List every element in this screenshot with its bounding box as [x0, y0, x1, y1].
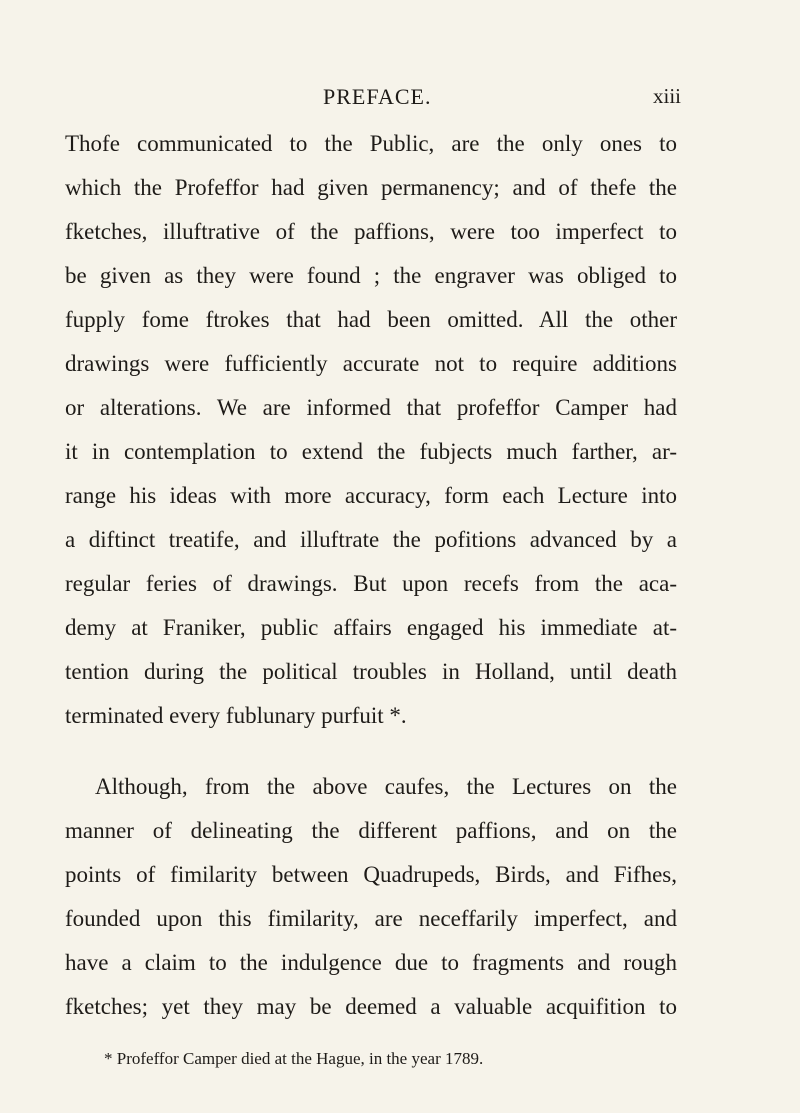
paragraph-gap	[65, 738, 677, 765]
text-line: be given as they were found ; the engraver was obliged to	[65, 263, 677, 288]
text-line: tention during the political troubles in Holland, until death	[65, 659, 677, 684]
text-line: fketches, illuftrative of the paffions, were too imperfect to	[65, 219, 677, 244]
page-header	[0, 84, 800, 114]
text-line: regular feries of drawings. But upon recefs from the aca-	[65, 571, 677, 596]
body-text	[65, 122, 677, 1029]
text-line: fketches; yet they may be deemed a valuable acquifition to	[65, 994, 677, 1019]
text-line: have a claim to the indulgence due to fragments and rough	[65, 950, 677, 975]
page-number: xiii	[653, 84, 682, 108]
text-line: or alterations. We are informed that profeffor Camper had	[65, 395, 677, 420]
text-line: manner of delineating the different paffions, and on the	[65, 818, 677, 843]
text-line: demy at Franiker, public affairs engaged his immediate at-	[65, 615, 677, 640]
text-line: which the Profeffor had given permanency; and of thefe the	[65, 175, 677, 200]
text-line: founded upon this fimilarity, are neceffarily imperfect, and	[65, 906, 677, 931]
footnote: * Profeffor Camper died at the Hague, in the year 1789.	[104, 1049, 484, 1068]
paragraph-1	[65, 122, 677, 738]
text-line: it in contemplation to extend the fubjects much farther, ar-	[65, 439, 677, 464]
running-title: PREFACE.	[323, 84, 432, 109]
paragraph-2	[65, 765, 677, 1029]
text-line: range his ideas with more accuracy, form each Lecture into	[65, 483, 677, 508]
text-line: Although, from the above caufes, the Lectures on the	[95, 774, 677, 799]
text-line: points of fimilarity between Quadrupeds, Birds, and Fifhes,	[65, 862, 677, 887]
text-line: a diftinct treatife, and illuftrate the pofitions advanced by a	[65, 527, 677, 552]
text-line: fupply fome ftrokes that had been omitted. All the other	[65, 307, 677, 332]
text-line: terminated every fublunary purfuit *.	[65, 703, 407, 728]
text-line: drawings were fufficiently accurate not to require additions	[65, 351, 677, 376]
text-line: Thofe communicated to the Public, are the only ones to	[65, 131, 677, 156]
